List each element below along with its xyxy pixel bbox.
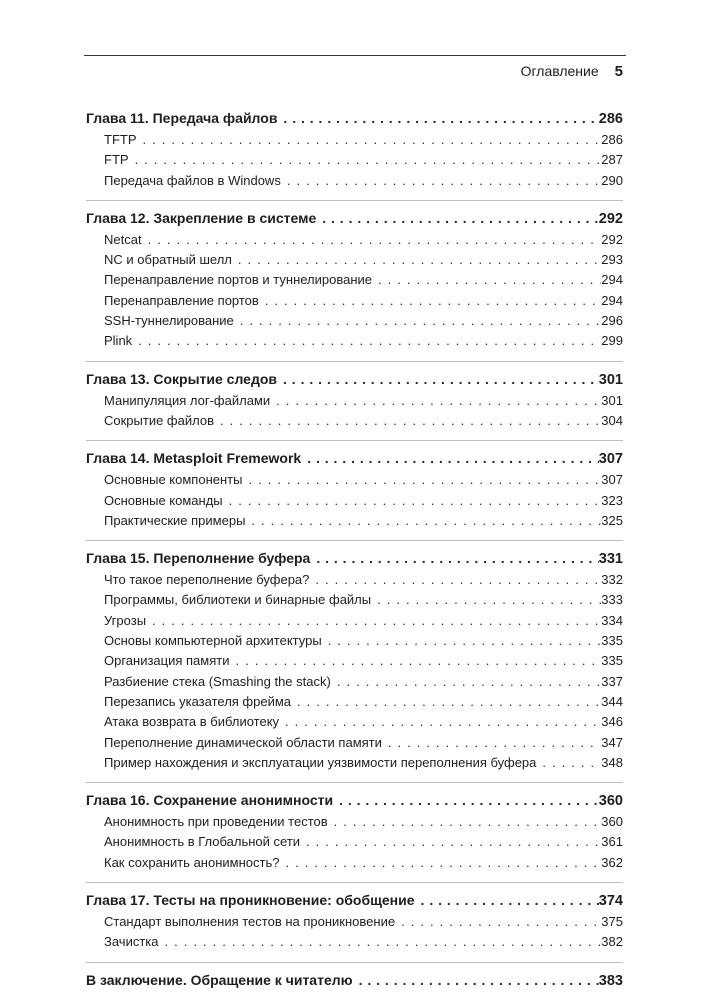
section-page-number: 362 xyxy=(601,854,623,870)
dot-leader xyxy=(259,291,601,311)
dot-leader xyxy=(242,470,601,490)
section-page-number: 325 xyxy=(601,512,623,528)
section-page-number: 290 xyxy=(601,172,623,188)
toc-section-entry xyxy=(104,250,623,270)
section-title: Netcat xyxy=(104,231,142,247)
dot-leader xyxy=(281,171,601,191)
dot-leader xyxy=(395,912,601,932)
toc-section-list xyxy=(86,569,623,773)
section-title: Переполнение динамической области памяти xyxy=(104,734,382,750)
toc-section-entry xyxy=(104,651,623,671)
section-title: Как сохранить анонимность? xyxy=(104,854,280,870)
toc-section-entry xyxy=(104,270,623,290)
section-title: Plink xyxy=(104,333,133,349)
dot-leader xyxy=(353,969,599,991)
toc-section-entry xyxy=(104,171,623,191)
dot-leader xyxy=(316,207,599,229)
toc-section-entry xyxy=(104,631,623,651)
section-page-number: 294 xyxy=(601,292,623,308)
section-title: Зачистка xyxy=(104,934,159,950)
toc-section-entry xyxy=(104,411,623,431)
toc-chapter-group xyxy=(86,889,623,963)
toc-section-list xyxy=(86,390,623,432)
chapter-page-number: 292 xyxy=(598,210,623,227)
toc-chapter-group xyxy=(86,207,623,362)
section-title: Что такое переполнение буфера? xyxy=(104,572,310,588)
chapter-page-number: 374 xyxy=(598,893,623,910)
dot-leader xyxy=(229,651,601,671)
dot-leader xyxy=(232,250,601,270)
toc-section-entry xyxy=(104,733,623,753)
chapter-title: Глава 11. Передача файлов xyxy=(86,110,278,126)
section-title: Основные команды xyxy=(104,492,223,508)
toc-section-entry xyxy=(104,331,623,351)
section-page-number: 335 xyxy=(601,653,623,669)
chapter-title: Глава 13. Сокрытие следов xyxy=(86,370,278,387)
section-title: Передача файлов в Windows xyxy=(104,172,281,188)
running-head-page-number: 5 xyxy=(614,63,623,80)
header-rule xyxy=(84,55,626,56)
toc-section-entry xyxy=(104,692,623,712)
toc-section-entry xyxy=(104,812,623,832)
toc-chapter-group xyxy=(86,368,623,442)
section-page-number: 296 xyxy=(601,313,623,329)
chapter-title: В заключение. Обращение к читателю xyxy=(86,971,353,988)
toc-chapter-entry xyxy=(86,969,623,991)
toc-section-entry xyxy=(104,570,623,590)
dot-leader xyxy=(322,631,602,651)
toc-section-entry xyxy=(104,853,623,873)
dot-leader xyxy=(331,672,601,692)
toc-section-entry xyxy=(104,391,623,411)
section-page-number: 346 xyxy=(601,714,623,730)
section-page-number: 323 xyxy=(601,492,623,508)
toc-section-entry xyxy=(104,491,623,511)
section-title: FTP xyxy=(104,152,129,168)
dot-leader xyxy=(270,391,601,411)
dot-leader xyxy=(372,270,601,290)
chapter-title: Глава 14. Metasploit Fremework xyxy=(86,450,302,467)
section-title: SSH-туннелирование xyxy=(104,313,234,329)
section-page-number: 360 xyxy=(601,814,623,830)
dot-leader xyxy=(291,692,601,712)
chapter-title: Глава 12. Закрепление в системе xyxy=(86,209,317,226)
table-of-contents xyxy=(86,107,623,1006)
section-page-number: 293 xyxy=(601,252,623,268)
dot-leader xyxy=(371,590,601,610)
toc-section-list xyxy=(86,469,623,531)
toc-section-list xyxy=(86,811,623,873)
toc-section-entry xyxy=(104,672,623,692)
running-head xyxy=(521,63,623,80)
dot-leader xyxy=(245,511,601,531)
toc-chapter-group xyxy=(86,789,623,883)
toc-chapter-entry xyxy=(86,889,623,911)
section-page-number: 287 xyxy=(601,152,623,168)
toc-chapter-group xyxy=(86,107,623,201)
dot-leader xyxy=(333,789,599,811)
section-title: NC и обратный шелл xyxy=(104,252,232,268)
section-title: TFTP xyxy=(104,132,137,147)
running-head-title: Оглавление xyxy=(520,63,599,79)
section-title: Организация памяти xyxy=(104,653,230,669)
dot-leader xyxy=(137,130,602,150)
section-title: Пример нахождения и эксплуатации уязвимости переполнения буфера xyxy=(104,754,537,770)
toc-section-entry xyxy=(104,712,623,732)
section-title: Сокрытие файлов xyxy=(104,412,214,428)
dot-leader xyxy=(328,812,602,832)
toc-section-entry xyxy=(104,912,623,932)
toc-section-entry xyxy=(104,611,623,631)
section-page-number: 337 xyxy=(601,673,623,689)
chapter-title: Глава 15. Переполнение буфера xyxy=(86,550,311,567)
section-title: Программы, библиотеки и бинарные файлы xyxy=(104,592,372,608)
section-page-number: 348 xyxy=(601,754,623,770)
toc-chapter-entry xyxy=(86,447,623,469)
toc-section-list xyxy=(86,911,623,953)
dot-leader xyxy=(132,331,601,351)
section-title: Разбиение стека (Smashing the stack) xyxy=(104,673,331,689)
toc-chapter-entry xyxy=(86,789,623,811)
toc-section-entry xyxy=(104,511,623,531)
section-page-number: 304 xyxy=(601,412,623,428)
toc-section-entry xyxy=(104,832,623,852)
section-page-number: 347 xyxy=(601,734,623,750)
section-title: Перенаправление портов xyxy=(104,292,259,308)
dot-leader xyxy=(382,733,601,753)
toc-section-list xyxy=(86,129,623,191)
section-page-number: 299 xyxy=(601,333,623,349)
toc-section-entry xyxy=(104,130,623,150)
section-title: Основы компьютерной архитектуры xyxy=(104,633,322,649)
section-title: Манипуляция лог-файлами xyxy=(104,392,271,408)
dot-leader xyxy=(415,889,599,911)
toc-chapter-entry xyxy=(86,368,623,390)
section-page-number: 332 xyxy=(601,572,623,588)
toc-chapter-group xyxy=(86,969,623,1000)
section-title: Перезапись указателя фрейма xyxy=(104,693,292,709)
chapter-page-number: 307 xyxy=(598,451,623,468)
toc-section-entry xyxy=(104,590,623,610)
toc-chapter-entry xyxy=(86,107,623,129)
section-page-number: 294 xyxy=(601,272,623,288)
dot-leader xyxy=(309,570,601,590)
toc-section-entry xyxy=(104,753,623,773)
section-page-number: 375 xyxy=(601,914,623,930)
toc-section-list xyxy=(86,229,623,352)
toc-chapter-group xyxy=(86,547,623,783)
section-title: Перенаправление портов и туннелирование xyxy=(104,272,373,288)
dot-leader xyxy=(234,311,602,331)
toc-chapter-entry xyxy=(86,547,623,569)
dot-leader xyxy=(277,107,598,129)
dot-leader xyxy=(142,230,602,250)
section-page-number: 301 xyxy=(601,392,623,408)
section-title: Анонимность в Глобальной сети xyxy=(104,834,301,850)
dot-leader xyxy=(214,411,601,431)
section-page-number: 333 xyxy=(601,592,623,608)
section-page-number: 382 xyxy=(601,934,623,950)
dot-leader xyxy=(277,368,599,390)
dot-leader xyxy=(279,712,601,732)
dot-leader xyxy=(310,547,598,569)
toc-section-entry xyxy=(104,291,623,311)
section-page-number: 334 xyxy=(601,612,623,628)
section-page-number: 344 xyxy=(601,693,623,709)
section-title: Анонимность при проведении тестов xyxy=(104,814,328,830)
dot-leader xyxy=(223,491,602,511)
chapter-page-number: 286 xyxy=(598,111,623,127)
section-page-number: 292 xyxy=(601,231,623,247)
chapter-page-number: 301 xyxy=(598,371,623,388)
dot-leader xyxy=(301,447,599,469)
section-title: Угрозы xyxy=(104,612,147,628)
dot-leader xyxy=(129,150,602,170)
toc-section-entry xyxy=(104,150,623,170)
toc-chapter-entry xyxy=(86,207,623,229)
chapter-page-number: 360 xyxy=(598,793,623,810)
section-title: Основные компоненты xyxy=(104,472,243,488)
section-title: Атака возврата в библиотеку xyxy=(104,714,280,730)
toc-section-entry xyxy=(104,932,623,952)
section-page-number: 286 xyxy=(601,132,623,147)
chapter-title: Глава 17. Тесты на проникновение: обобщение xyxy=(86,892,415,909)
chapter-title: Глава 16. Сохранение анонимности xyxy=(86,792,334,809)
dot-leader xyxy=(536,753,601,773)
section-title: Стандарт выполнения тестов на проникновение xyxy=(104,914,396,930)
toc-section-entry xyxy=(104,230,623,250)
chapter-page-number: 331 xyxy=(598,551,623,568)
chapter-page-number: 383 xyxy=(598,972,623,989)
section-page-number: 335 xyxy=(601,633,623,649)
dot-leader xyxy=(159,932,602,952)
toc-section-entry xyxy=(104,470,623,490)
dot-leader xyxy=(279,853,601,873)
toc-section-entry xyxy=(104,311,623,331)
section-page-number: 307 xyxy=(601,472,623,488)
toc-chapter-group xyxy=(86,447,623,541)
dot-leader xyxy=(146,611,601,631)
section-page-number: 361 xyxy=(601,834,623,850)
dot-leader xyxy=(300,832,601,852)
section-title: Практические примеры xyxy=(104,512,246,528)
